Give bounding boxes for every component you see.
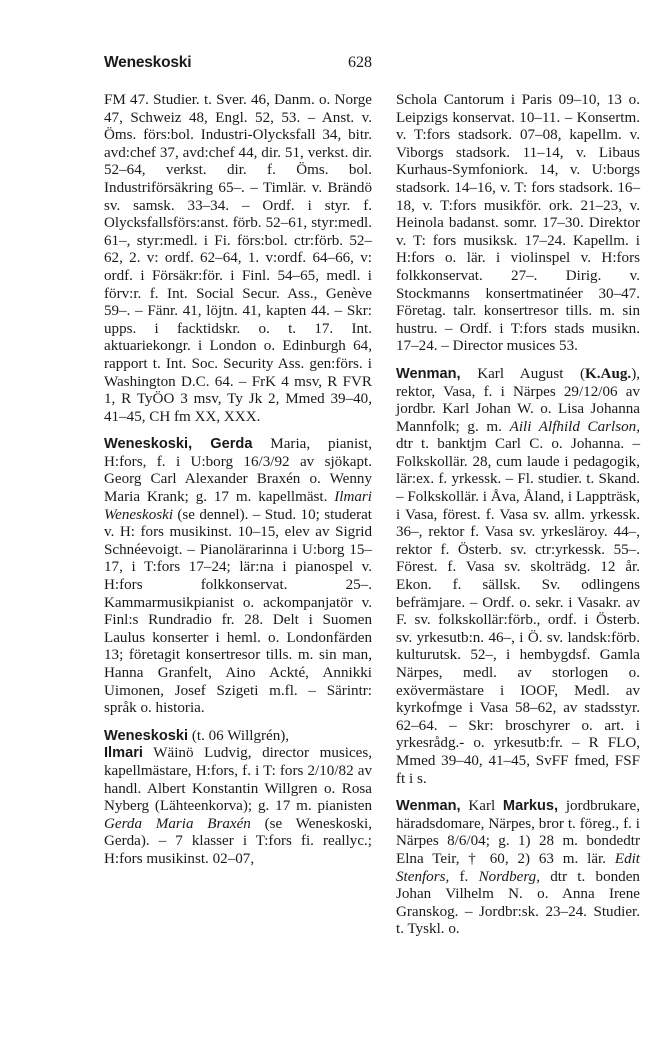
entry-wenman-karl-august [396,366,640,788]
entry-continuation-ilmari [396,92,640,356]
entry-headword: Wenman, [396,365,461,382]
running-head: Weneskoski [104,54,192,71]
right-column [396,92,640,949]
entry-text: Wenman, Karl Markus, jordbrukare, häradsdomare, Närpes, bror t. föreg., f. i Närpes 8/6/04; g. 1) 28 m. bondedtr Elna Teir, † 60, 2) 63 m. lär. Edit Stenfors, f. Nordberg, dtr t. bonden Johan Vilhelm N. o. Anna Irene Granskog. – Jordbr:sk. 23–24. Studier. t. Tyskl. o. [396,798,640,938]
entry-wenman-karl-markus [396,798,640,939]
entry-text: Wenman, Karl August (K.Aug.), rektor, Vasa, f. i Närpes 29/12/06 av jordbr. Karl Johan W. o. Lisa Johanna Mannfolk; g. m. Aili Alfhild Carlson, dtr t. banktjm Carl C. o. Johanna. – Folkskollär. 28, cum laude i pedagogik, lär:ex. f. yrkessk. – Fl. studier. t. Skand. – Folkskollär. i Åva, Åland, i Lappträsk, i Vasa, förest. f. Vasa sv. allm. yrkessk. 36–, rektor f. Vasa sv. yrkesläroy. 44–, rektor f. Österb. sv. ctr:yrkessk. 55–. Förest. f. Vasa sv. skolträdg. 12 år. Ekon. f. sällsk. Sv. odlingens befrämjare. – Ordf. o. sekr. i Vasakr. av F. sv. folkskollär:förb., ordf. i Österb. sv. yrkesutb:n. 46–, i Ö. sv. landsk:förb. kulturutsk. 52–, i hembygdsf. Gamla Närpes, medl. av storlogen o. exövermästare i IOOF, Medl. av kyrkofmge i Vasa 58–62, av stadsstyr. 62–64. – Skr: broschyrer o. art. i yrkesrådg.- o. yrkesutb:fr. – R FLO, Mmed 39–40, 41–45, SvFF fmed, FSF ft i s. [396,365,640,787]
entry-text: Weneskoski (t. 06 Willgrén), Ilmari Wäinö Ludvig, director musices, kapellmästare, H:fors, f. i T: fors 2/10/82 av handl. Albert Konstantin Willgren o. Rosa Nyberg (Lähteenkorva); g. 17 m. pianisten Gerda Maria Braxén (se Weneskoski, Gerda). – 7 klasser i T:fors fi. reallyc.; H:fors musikinst. 02–07, [104,727,372,867]
entry-headword-given: Ilmari [104,745,143,762]
page-header [0,54,672,78]
entry-weneskoski-ilmari [104,728,372,869]
entry-text: FM 47. Studier. t. Sver. 46, Danm. o. Norge 47, Schweiz 48, Engl. 52, 53. – Anst. v. Öms. förs:bol. Industri-Olycksfall 34, bitr. avd:chef 37, avd:chef 44, dir. 51, verkst. dir. 52–64, verkst. dir. f. Öms. bol. Industriförsäkring 65–. – Timlär. v. Brändö sv. samsk. 33–34. – Ordf. i styr. f. Olycksfallsförs:anst. förb. 52–61, styr:medl. 61–, styr:medl. i Fi. förs:bol. ctr:förb. 52–62, 2. v: ordf. 62–64, 1. v:ordf. 64–66, v: ordf. i Försäkr:för. i Finl. 54–65, medl. i förv:r. f. Int. Social Secur. Ass., Genève 59–. – Fänr. 41, löjtn. 41, kapten 44. – Skr: upps. i facktidskr. o. t. 17. Int. aktuariekongr. i London o. Edinburgh 64, rapport t. Int. Soc. Security Ass. gen:förs. i Washington D.C. 64. – FrK 4 msv, R FVR 1, R TyÖO 3 msv, Ty Jk 2, Mmed 39–40, 41–45, CH fm XX, XXX. [104,92,372,425]
entry-headword: Weneskoski [104,727,189,744]
entry-weneskoski-gerda [104,436,372,718]
left-column [104,92,372,879]
entry-continuation-weneskoski [104,92,372,426]
page-number: 628 [348,54,372,71]
entry-text: Schola Cantorum i Paris 09–10, 13 o. Leipzigs konservat. 10–11. – Konsertm. v. T:fors stadsork. 07–08, kapellm. v. Viborgs stadsork. 11–14, v. Libaus Kurhaus-Symfoniork. 14, v. U:borgs stadsork. 14–16, v. T: fors stadsork. 16–18, v. T:fors musikför. ork. 21–23, v. Heinola badanst. somr. 17–30. Direktor v. T: fors musiksk. 17–24. Kapellm. i H:fors o. lär. i violinspel v. H:fors folkkonservat. 27–. Dirig. v. Stockmanns konsertmatinéer 30–47. Företag. talr. konsertresor tills. m. sin hustru. – Ordf. i T:fors stads musikn. 17–24. – Director musices 53. [396,92,640,355]
entry-headword: Weneskoski, Gerda [104,436,253,453]
entry-text: Weneskoski, Gerda Maria, pianist, H:fors, f. i U:borg 16/3/92 av sjökapt. Georg Carl Alexander Braxén o. Wenny Maria Krank; g. 17 m. kapellmäst. Ilmari Weneskoski (se dennel). – Stud. 10; studerat v. H: fors musikinst. 10–15, elev av Sigrid Schnéevoigt. – Pianolärarinna i U:borg 15–17, i T:fors 17–24; lär:na i pianospel v. H:fors folkkonservat. 25–. Kammarmusikpianist o. ackompanjatör v. Finl:s Rundradio fr. 28. Delt i Suomen Laulus konserter i heml. o. Londonfärden 13; företagit konsertresor tills. m. sin man, Hanna Granfelt, Aino Ackté, Annikki Uimonen, Josef Szigeti m.fl. – Särintr: språk o. historia. [104,436,372,717]
entry-headword: Wenman, [396,798,461,815]
